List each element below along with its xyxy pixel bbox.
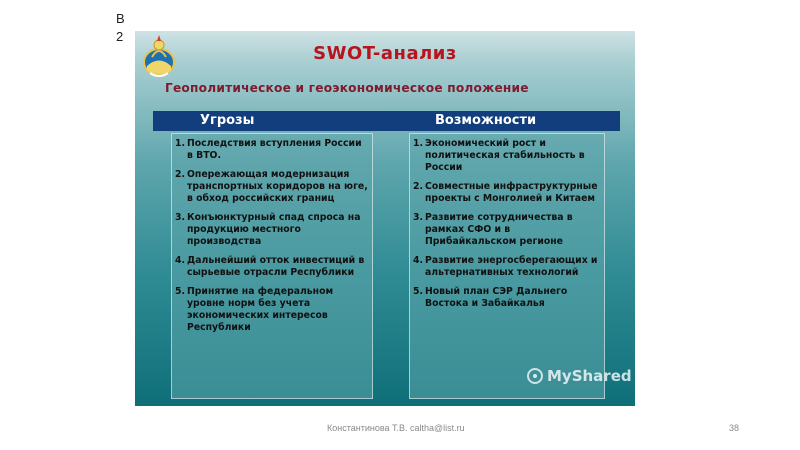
item-number: 2. <box>413 181 424 192</box>
item-text: Развитие энергосберегающих и альтернативных технологий <box>425 255 598 278</box>
opportunities-heading: Возможности <box>435 113 537 128</box>
item-text: Опережающая модернизация транспортных коридоров на юге, в обход российских границ <box>187 169 368 204</box>
opportunity-item <box>410 181 604 205</box>
item-number: 4. <box>175 255 186 266</box>
threats-heading: Угрозы <box>200 113 255 128</box>
item-number: 5. <box>175 286 186 297</box>
item-number: 1. <box>413 138 424 149</box>
threat-item <box>172 255 372 279</box>
corner-mark-line-2: 2 <box>116 29 124 44</box>
slide-image <box>135 31 635 406</box>
threats-box <box>171 133 373 399</box>
item-text: Конъюнктурный спад спроса на продукцию местного производства <box>187 212 361 247</box>
item-text: Последствия вступления России в ВТО. <box>187 138 362 161</box>
item-number: 5. <box>413 286 424 297</box>
watermark <box>527 367 632 385</box>
item-number: 2. <box>175 169 186 180</box>
corner-mark-line-1: В <box>116 11 125 26</box>
item-text: Принятие на федеральном уровне норм без учета экономических интересов Республики <box>187 286 334 333</box>
item-number: 1. <box>175 138 186 149</box>
opportunity-item <box>410 212 604 248</box>
page-number: 38 <box>729 423 740 433</box>
item-text: Дальнейший отток инвестиций в сырьевые отрасли Республики <box>187 255 365 278</box>
threat-item <box>172 286 372 334</box>
footer-author: Константинова Т.В. caltha@list.ru <box>327 423 465 433</box>
threat-item <box>172 138 372 162</box>
corner-mark <box>116 10 130 46</box>
watermark-text: MyShared <box>547 367 632 385</box>
item-number: 4. <box>413 255 424 266</box>
opportunity-item <box>410 286 604 310</box>
opportunities-box <box>409 133 605 399</box>
threats-list <box>172 134 372 334</box>
item-text: Совместные инфраструктурные проекты с Монголией и Китаем <box>425 181 598 204</box>
item-text: Экономический рост и политическая стабильность в России <box>425 138 585 173</box>
slide-title: SWOT-анализ <box>313 43 457 64</box>
threat-item <box>172 169 372 205</box>
opportunity-item <box>410 255 604 279</box>
item-text: Новый план СЭР Дальнего Востока и Забайкалья <box>425 286 568 309</box>
item-text: Развитие сотрудничества в рамках СФО и в Прибайкальском регионе <box>425 212 573 247</box>
threat-item <box>172 212 372 248</box>
slide-subtitle: Геополитическое и геоэкономическое положение <box>165 81 529 95</box>
watermark-logo-icon <box>527 368 543 384</box>
opportunity-item <box>410 138 604 174</box>
item-number: 3. <box>175 212 186 223</box>
opportunities-list <box>410 134 604 310</box>
item-number: 3. <box>413 212 424 223</box>
